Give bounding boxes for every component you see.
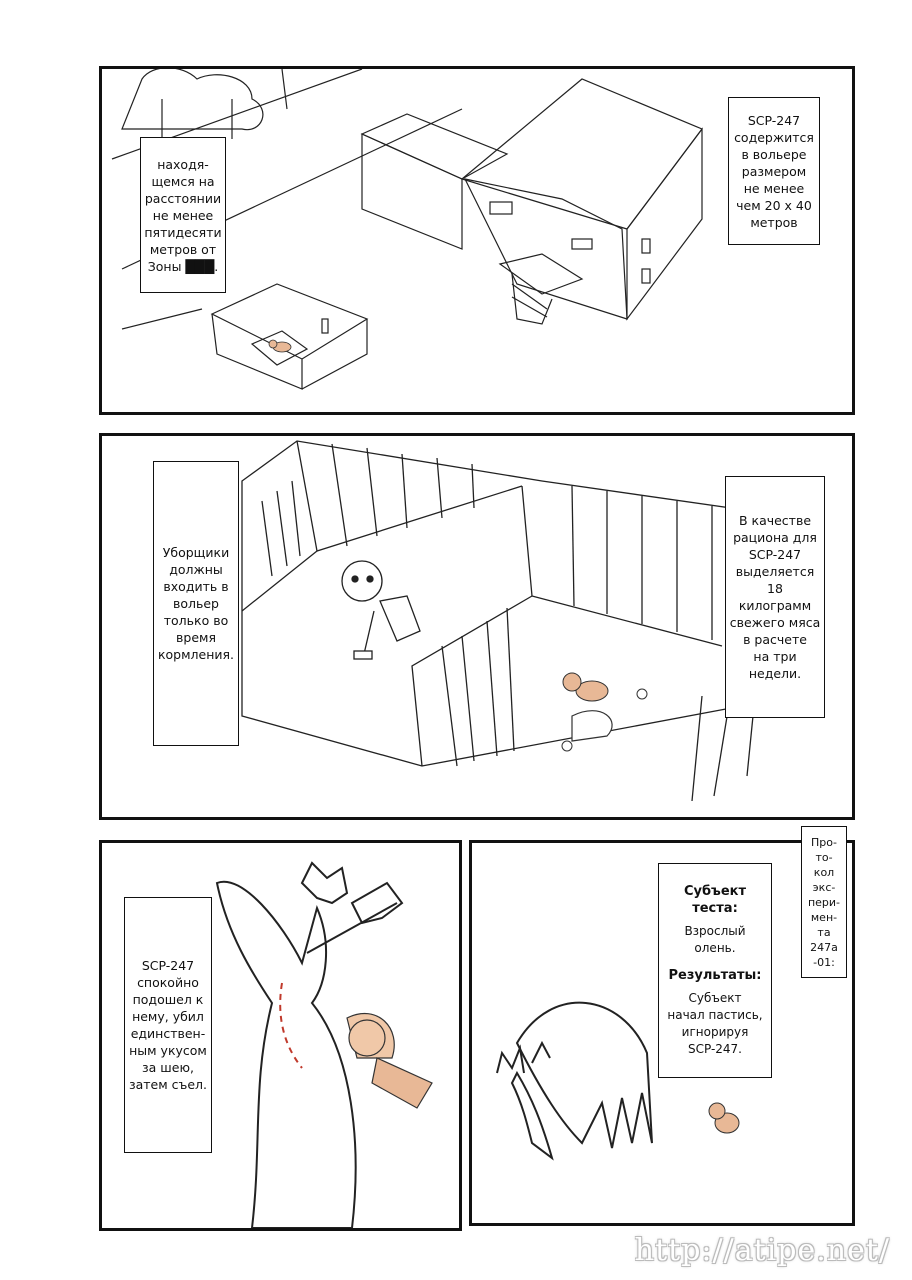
caption-distance (140, 137, 226, 293)
caption-protocol (801, 826, 847, 978)
caption-janitors (153, 461, 239, 746)
subject-label: Субъект теста: (683, 884, 747, 916)
caption-attack (124, 897, 212, 1153)
subject-value: Взрослый олень. (684, 924, 746, 955)
caption-diet (725, 476, 825, 718)
caption-experiment-card (658, 863, 772, 1078)
caption-containment-size (728, 97, 820, 245)
caption-protocol-text: Про- то- кол экс- пери- мен- та 247a -01: (807, 835, 841, 969)
panel-facility-overview (99, 66, 855, 415)
results-value: Субъект начал пастись, игнорируя SCP-247. (667, 991, 763, 1056)
caption-diet-text: В качестве рациона для SCP-247 выделяется 18 килограмм свежего мяса в расчете на три недели. (729, 513, 821, 681)
panel-deer-attack (99, 840, 462, 1231)
results-label: Результаты: (668, 968, 762, 983)
panel-experiment-result (469, 840, 855, 1226)
caption-containment-size-text: SCP-247 содержится в вольере размером не менее чем 20 x 40 метров (734, 112, 814, 230)
caption-janitors-text: Уборщики должны входить в вольер только во время кормления. (157, 545, 235, 662)
panel-enclosure-interior (99, 433, 855, 820)
caption-attack-text: SCP-247 спокойно подошел к нему, убил единствен- ным укусом за шею, затем съел. (128, 958, 208, 1092)
watermark-text: http://atipe.net/ (634, 1233, 890, 1268)
caption-distance-text: находя- щемся на расстоянии не менее пятидесяти метров от Зоны ███. (144, 156, 222, 274)
